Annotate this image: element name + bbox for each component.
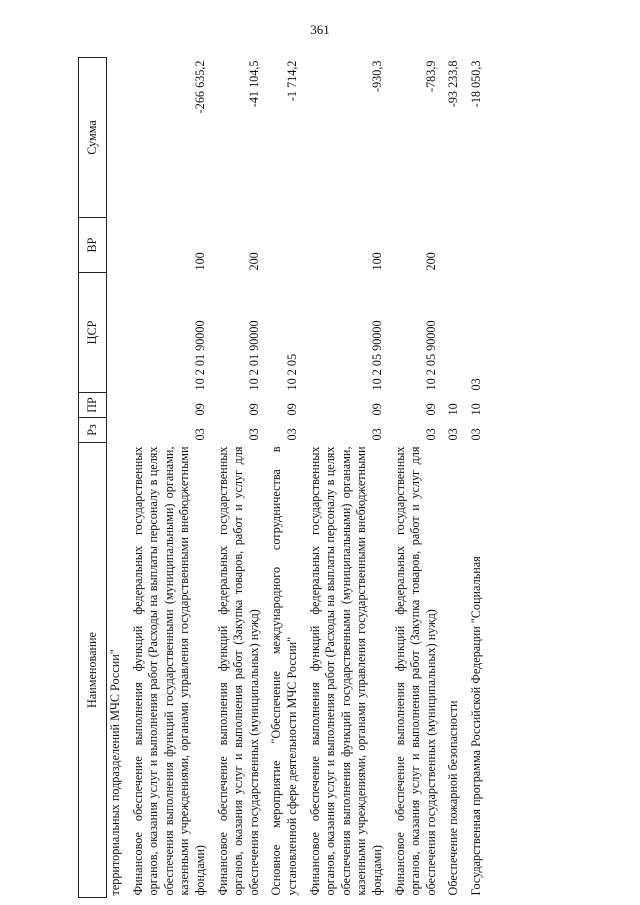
- row-name: Государственная программа Российской Федерации "Социальная: [468, 556, 483, 896]
- header-csr: ЦСР: [79, 273, 107, 393]
- rotated-page-frame: [78, 58, 608, 898]
- row-name: Финансовое обеспечение выполнения функций федеральных государственных органов, оказания услуг и выполнения работ (Закупка товаров, работ и услуг для обеспечения государственных (муниципальных) нужд): [392, 446, 438, 896]
- row-rz: 03: [423, 428, 438, 441]
- header-sum: Сумма: [79, 58, 107, 218]
- row-vr: 100: [192, 252, 207, 271]
- row-sum: [107, 58, 125, 218]
- header-name: Наименование: [79, 443, 107, 898]
- table-header-row: [79, 58, 107, 898]
- row-sum: -266 635,2: [192, 60, 207, 114]
- row-pr: 10: [468, 403, 483, 416]
- table-row: [107, 58, 125, 898]
- row-csr: [440, 273, 463, 393]
- row-sum: -930,3: [369, 60, 384, 92]
- row-vr: 200: [246, 252, 261, 271]
- row-pr: 09: [246, 403, 261, 416]
- header-pr: ПР: [79, 393, 107, 418]
- row-rz: 03: [284, 428, 299, 441]
- row-csr: 10 2 05 90000: [423, 320, 438, 391]
- row-csr: 10 2 05 90000: [369, 320, 384, 391]
- table-row: [387, 58, 441, 898]
- row-name: Финансовое обеспечение выполнения функций федеральных государственных органов, оказания услуг и выполнения работ (Закупка товаров, работ и услуг для обеспечения государственных (муниципальных) нужд): [215, 446, 261, 896]
- table-row: [210, 58, 264, 898]
- row-sum: -18 050,3: [468, 60, 483, 108]
- row-vr: [107, 218, 125, 273]
- table-row: [440, 58, 463, 898]
- row-pr: 09: [284, 403, 299, 416]
- table-row: [125, 58, 210, 898]
- row-csr: 10 2 01 90000: [246, 320, 261, 391]
- table-row: [463, 58, 486, 898]
- row-rz: 03: [246, 428, 261, 441]
- row-pr: 10: [446, 403, 461, 416]
- row-sum: -1 714,2: [284, 60, 299, 102]
- row-name: территориальных подразделений МЧС России": [108, 649, 122, 896]
- row-csr: 03: [468, 378, 483, 391]
- row-name: Финансовое обеспечение выполнения функций федеральных государственных органов, оказания услуг и выполнения работ (Расходы на выплаты персоналу в целях обеспечения выполнения функций государственными (муниципальными) органами, казенными учреждениями, органами управления государственными внебюджетными фондами): [130, 446, 207, 896]
- row-pr: 09: [192, 403, 207, 416]
- rotated-table-container: [78, 58, 608, 898]
- header-vr: ВР: [79, 218, 107, 273]
- row-vr: 100: [369, 252, 384, 271]
- page-number: 361: [310, 22, 330, 37]
- row-name: Обеспечение пожарной безопасности: [446, 700, 461, 896]
- row-vr: 200: [423, 252, 438, 271]
- row-csr: [107, 273, 125, 393]
- row-sum: -41 104,5: [246, 60, 261, 108]
- row-vr: [463, 218, 486, 273]
- row-sum: -93 233,8: [446, 60, 461, 108]
- row-rz: 03: [192, 428, 207, 441]
- row-vr: [440, 218, 463, 273]
- row-rz: 03: [468, 428, 483, 441]
- row-pr: 09: [423, 403, 438, 416]
- row-csr: 10 2 01 90000: [192, 320, 207, 391]
- row-rz: 03: [446, 428, 461, 441]
- row-vr: [263, 218, 301, 273]
- row-csr: 10 2 05: [284, 353, 299, 391]
- row-name: Основное мероприятие "Обеспечение международного сотрудничества в установленной сфере деятельности МЧС России": [269, 446, 299, 896]
- row-sum: -783,9: [423, 60, 438, 92]
- row-pr: [107, 393, 125, 418]
- table-row: [302, 58, 387, 898]
- row-name: Финансовое обеспечение выполнения функций федеральных государственных органов, оказания услуг и выполнения работ (Расходы на выплаты персоналу в целях обеспечения выполнения функций государственными (муниципальными) органами, казенными учреждениями, органами управления государственными внебюджетными фондами): [307, 446, 384, 896]
- row-pr: 09: [369, 403, 384, 416]
- row-rz: [107, 418, 125, 443]
- header-rz: Рз: [79, 418, 107, 443]
- table-row: [263, 58, 301, 898]
- budget-table: [78, 57, 485, 898]
- row-rz: 03: [369, 428, 384, 441]
